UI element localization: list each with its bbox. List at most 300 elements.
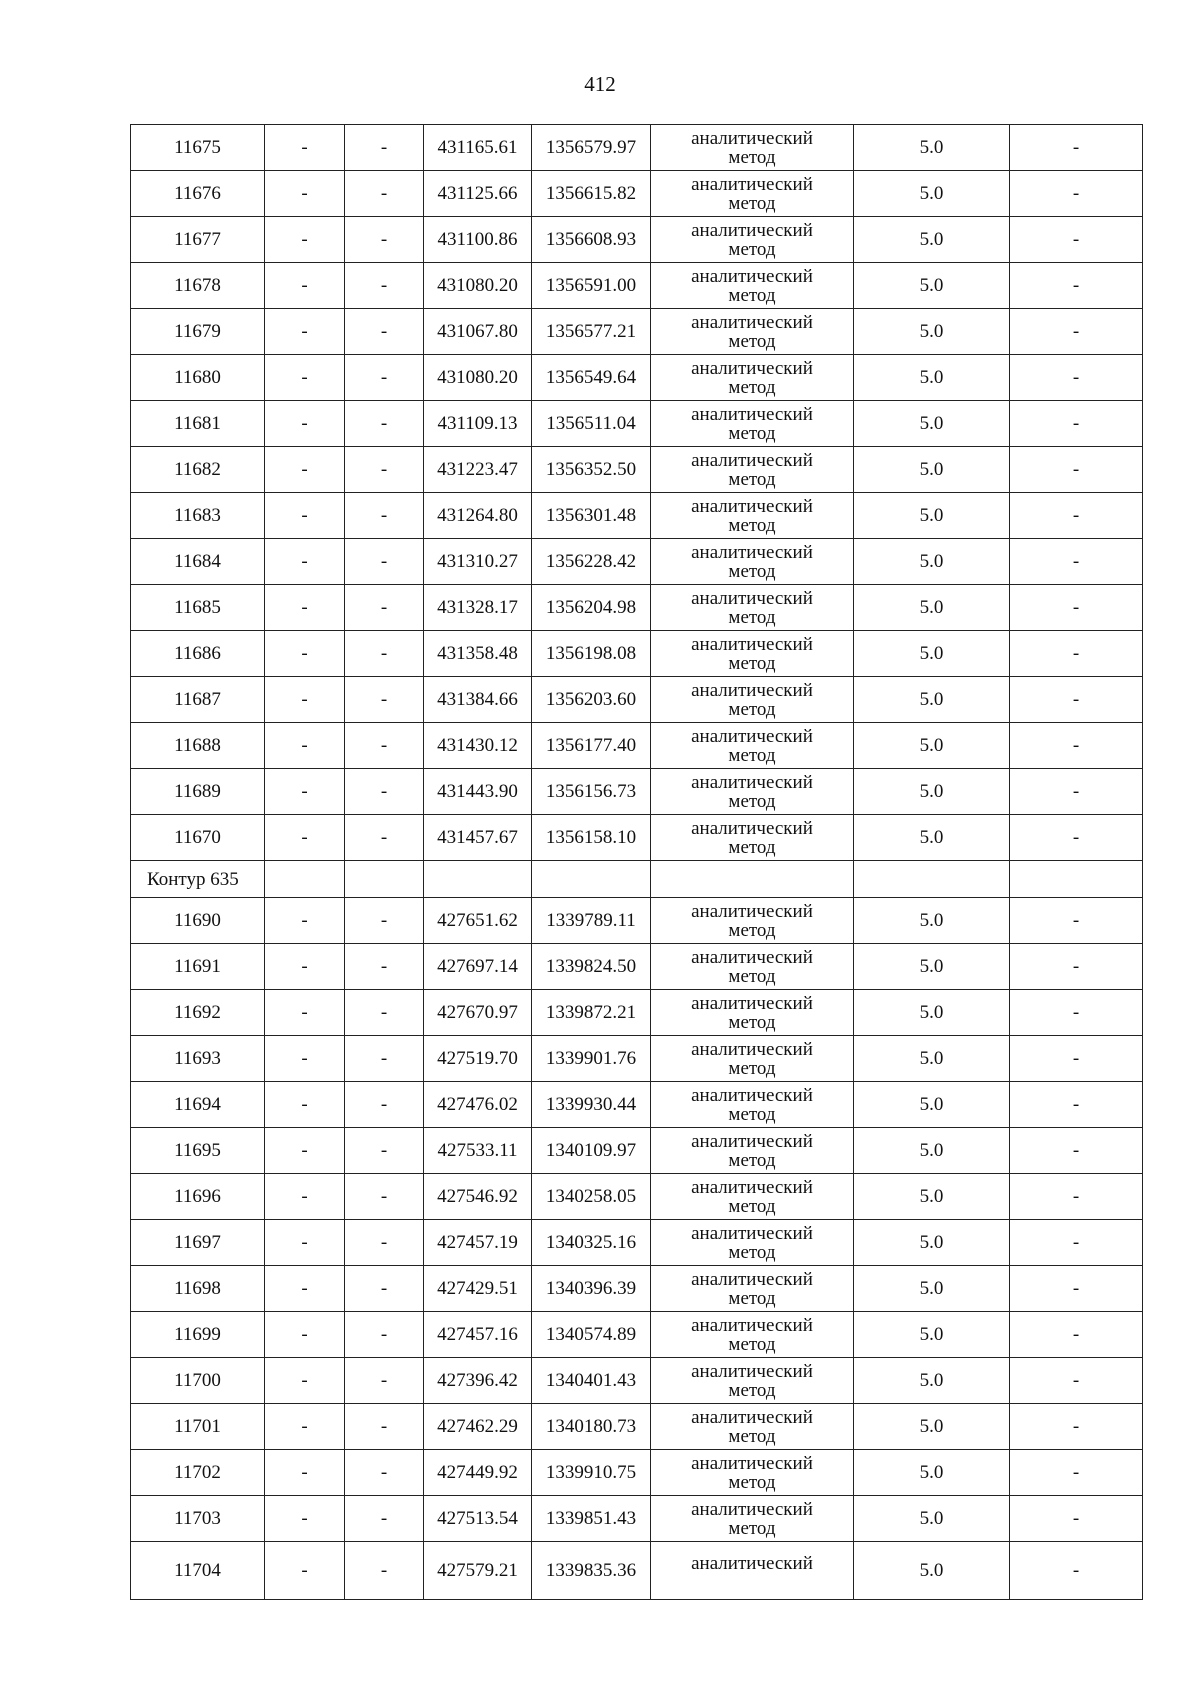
old-y-cell: - [345, 815, 424, 861]
empty-cell [345, 861, 424, 898]
table-row [131, 493, 1143, 539]
old-x-cell: - [265, 631, 345, 677]
method-line-2: метод [728, 1471, 776, 1493]
method-line-1: аналитический [691, 817, 813, 839]
method-line-2: метод [728, 1103, 776, 1125]
point-number-cell: 11698 [131, 1266, 265, 1312]
note-cell: - [1010, 1404, 1143, 1450]
table-row [131, 263, 1143, 309]
y-coordinate-cell: 1339872.21 [532, 990, 651, 1036]
method-line-1: аналитический [691, 1314, 813, 1336]
point-number-cell: 11703 [131, 1496, 265, 1542]
note-cell: - [1010, 447, 1143, 493]
y-coordinate-cell: 1340180.73 [532, 1404, 651, 1450]
old-x-cell: - [265, 723, 345, 769]
y-coordinate-cell: 1356352.50 [532, 447, 651, 493]
old-x-cell: - [265, 125, 345, 171]
method-line-2: метод [728, 1287, 776, 1309]
x-coordinate-cell: 427579.21 [424, 1542, 532, 1600]
x-coordinate-cell: 431358.48 [424, 631, 532, 677]
method-line-1: аналитический [691, 1268, 813, 1290]
y-coordinate-cell: 1340325.16 [532, 1220, 651, 1266]
x-coordinate-cell: 431384.66 [424, 677, 532, 723]
point-number-cell: 11702 [131, 1450, 265, 1496]
table-row [131, 723, 1143, 769]
section-row [131, 861, 1143, 898]
point-number-cell: 11681 [131, 401, 265, 447]
table-row [131, 1312, 1143, 1358]
method-line-2: метод [728, 376, 776, 398]
point-number-cell: 11695 [131, 1128, 265, 1174]
old-y-cell: - [345, 171, 424, 217]
method-cell [651, 1404, 854, 1450]
point-number-cell: 11699 [131, 1312, 265, 1358]
method-cell [651, 1082, 854, 1128]
note-cell: - [1010, 1496, 1143, 1542]
accuracy-cell: 5.0 [854, 677, 1010, 723]
point-number-cell: 11685 [131, 585, 265, 631]
method-cell [651, 539, 854, 585]
old-y-cell: - [345, 493, 424, 539]
method-cell [651, 355, 854, 401]
old-y-cell: - [345, 631, 424, 677]
x-coordinate-cell: 431457.67 [424, 815, 532, 861]
old-x-cell: - [265, 1266, 345, 1312]
method-cell [651, 1036, 854, 1082]
old-x-cell: - [265, 898, 345, 944]
note-cell: - [1010, 677, 1143, 723]
x-coordinate-cell: 427429.51 [424, 1266, 532, 1312]
y-coordinate-cell: 1356577.21 [532, 309, 651, 355]
empty-cell [532, 861, 651, 898]
old-y-cell: - [345, 769, 424, 815]
y-coordinate-cell: 1340574.89 [532, 1312, 651, 1358]
accuracy-cell: 5.0 [854, 815, 1010, 861]
method-line-2: метод [728, 606, 776, 628]
note-cell: - [1010, 585, 1143, 631]
y-coordinate-cell: 1339901.76 [532, 1036, 651, 1082]
x-coordinate-cell: 427396.42 [424, 1358, 532, 1404]
note-cell: - [1010, 539, 1143, 585]
table-row [131, 309, 1143, 355]
method-cell [651, 585, 854, 631]
accuracy-cell: 5.0 [854, 1082, 1010, 1128]
old-y-cell: - [345, 1312, 424, 1358]
accuracy-cell: 5.0 [854, 355, 1010, 401]
table-row [131, 585, 1143, 631]
table-row [131, 1082, 1143, 1128]
old-x-cell: - [265, 1036, 345, 1082]
accuracy-cell: 5.0 [854, 217, 1010, 263]
old-y-cell: - [345, 585, 424, 631]
note-cell: - [1010, 263, 1143, 309]
method-line-1: аналитический [691, 127, 813, 149]
old-x-cell: - [265, 585, 345, 631]
page-number: 412 [584, 72, 616, 96]
accuracy-cell: 5.0 [854, 1266, 1010, 1312]
note-cell: - [1010, 355, 1143, 401]
x-coordinate-cell: 431165.61 [424, 125, 532, 171]
x-coordinate-cell: 427651.62 [424, 898, 532, 944]
method-cell [651, 447, 854, 493]
old-x-cell: - [265, 1496, 345, 1542]
note-cell: - [1010, 1542, 1143, 1600]
point-number-cell: 11690 [131, 898, 265, 944]
old-y-cell: - [345, 1450, 424, 1496]
old-x-cell: - [265, 1542, 345, 1600]
y-coordinate-cell: 1356511.04 [532, 401, 651, 447]
method-line-2: метод [728, 790, 776, 812]
method-cell [651, 723, 854, 769]
method-cell [651, 1542, 854, 1600]
old-y-cell: - [345, 1496, 424, 1542]
x-coordinate-cell: 427670.97 [424, 990, 532, 1036]
note-cell: - [1010, 217, 1143, 263]
method-cell [651, 769, 854, 815]
section-label: Контур 635 [131, 861, 265, 898]
y-coordinate-cell: 1356158.10 [532, 815, 651, 861]
method-line-1: аналитический [691, 1084, 813, 1106]
x-coordinate-cell: 427462.29 [424, 1404, 532, 1450]
note-cell: - [1010, 898, 1143, 944]
accuracy-cell: 5.0 [854, 447, 1010, 493]
x-coordinate-cell: 431080.20 [424, 355, 532, 401]
table-row [131, 1128, 1143, 1174]
point-number-cell: 11694 [131, 1082, 265, 1128]
table-row [131, 171, 1143, 217]
note-cell: - [1010, 815, 1143, 861]
accuracy-cell: 5.0 [854, 171, 1010, 217]
x-coordinate-cell: 431067.80 [424, 309, 532, 355]
y-coordinate-cell: 1340258.05 [532, 1174, 651, 1220]
point-number-cell: 11677 [131, 217, 265, 263]
note-cell: - [1010, 1174, 1143, 1220]
method-line-1: аналитический [691, 587, 813, 609]
method-line-2: метод [728, 146, 776, 168]
old-y-cell: - [345, 1266, 424, 1312]
coordinates-table [130, 124, 1143, 1600]
method-cell [651, 815, 854, 861]
old-x-cell: - [265, 217, 345, 263]
old-x-cell: - [265, 990, 345, 1036]
method-line-2: метод [728, 1011, 776, 1033]
method-line-2: метод [728, 1379, 776, 1401]
method-line-2: метод [728, 919, 776, 941]
accuracy-cell: 5.0 [854, 631, 1010, 677]
table-row [131, 1220, 1143, 1266]
old-x-cell: - [265, 677, 345, 723]
method-line-1: аналитический [691, 633, 813, 655]
method-cell [651, 1312, 854, 1358]
table-row [131, 1266, 1143, 1312]
y-coordinate-cell: 1339910.75 [532, 1450, 651, 1496]
old-x-cell: - [265, 1450, 345, 1496]
old-x-cell: - [265, 401, 345, 447]
table-row [131, 355, 1143, 401]
y-coordinate-cell: 1340401.43 [532, 1358, 651, 1404]
x-coordinate-cell: 431080.20 [424, 263, 532, 309]
x-coordinate-cell: 427513.54 [424, 1496, 532, 1542]
x-coordinate-cell: 431310.27 [424, 539, 532, 585]
old-x-cell: - [265, 769, 345, 815]
accuracy-cell: 5.0 [854, 309, 1010, 355]
table-row [131, 1542, 1143, 1600]
x-coordinate-cell: 431430.12 [424, 723, 532, 769]
y-coordinate-cell: 1356591.00 [532, 263, 651, 309]
table-row [131, 898, 1143, 944]
method-cell [651, 1450, 854, 1496]
empty-cell [424, 861, 532, 898]
method-line-1: аналитический [691, 1038, 813, 1060]
method-line-2: метод [728, 1149, 776, 1171]
method-line-2: метод [728, 1195, 776, 1217]
method-cell [651, 1128, 854, 1174]
table-row [131, 1450, 1143, 1496]
point-number-cell: 11696 [131, 1174, 265, 1220]
note-cell: - [1010, 493, 1143, 539]
old-x-cell: - [265, 1082, 345, 1128]
accuracy-cell: 5.0 [854, 1220, 1010, 1266]
point-number-cell: 11683 [131, 493, 265, 539]
table-row [131, 631, 1143, 677]
table-row [131, 539, 1143, 585]
old-x-cell: - [265, 1404, 345, 1450]
method-line-2: метод [728, 836, 776, 858]
x-coordinate-cell: 427546.92 [424, 1174, 532, 1220]
point-number-cell: 11704 [131, 1542, 265, 1600]
method-cell [651, 1174, 854, 1220]
old-x-cell: - [265, 1220, 345, 1266]
old-x-cell: - [265, 944, 345, 990]
old-y-cell: - [345, 898, 424, 944]
y-coordinate-cell: 1356615.82 [532, 171, 651, 217]
y-coordinate-cell: 1356579.97 [532, 125, 651, 171]
old-y-cell: - [345, 677, 424, 723]
table-row [131, 990, 1143, 1036]
empty-cell [854, 861, 1010, 898]
method-line-2: метод [728, 560, 776, 582]
method-cell [651, 493, 854, 539]
method-line-2: метод [728, 330, 776, 352]
method-cell [651, 1496, 854, 1542]
method-line-1: аналитический [691, 771, 813, 793]
note-cell: - [1010, 1450, 1143, 1496]
x-coordinate-cell: 431443.90 [424, 769, 532, 815]
y-coordinate-cell: 1356177.40 [532, 723, 651, 769]
method-line-1: аналитический [691, 1360, 813, 1382]
x-coordinate-cell: 427457.19 [424, 1220, 532, 1266]
old-x-cell: - [265, 263, 345, 309]
note-cell: - [1010, 1266, 1143, 1312]
table-row [131, 217, 1143, 263]
note-cell: - [1010, 944, 1143, 990]
method-line-1: аналитический [691, 679, 813, 701]
method-line-2: метод [728, 698, 776, 720]
table-row [131, 769, 1143, 815]
old-y-cell: - [345, 944, 424, 990]
y-coordinate-cell: 1340396.39 [532, 1266, 651, 1312]
note-cell: - [1010, 401, 1143, 447]
accuracy-cell: 5.0 [854, 1128, 1010, 1174]
accuracy-cell: 5.0 [854, 1542, 1010, 1600]
note-cell: - [1010, 1128, 1143, 1174]
point-number-cell: 11701 [131, 1404, 265, 1450]
point-number-cell: 11679 [131, 309, 265, 355]
x-coordinate-cell: 431328.17 [424, 585, 532, 631]
method-line-1: аналитический [691, 1176, 813, 1198]
old-x-cell: - [265, 1174, 345, 1220]
x-coordinate-cell: 427519.70 [424, 1036, 532, 1082]
note-cell: - [1010, 1082, 1143, 1128]
method-line-1: аналитический [691, 173, 813, 195]
table-row [131, 125, 1143, 171]
old-x-cell: - [265, 1312, 345, 1358]
method-line-2: метод [728, 514, 776, 536]
old-y-cell: - [345, 217, 424, 263]
table-row [131, 815, 1143, 861]
note-cell: - [1010, 769, 1143, 815]
method-cell [651, 1266, 854, 1312]
y-coordinate-cell: 1356198.08 [532, 631, 651, 677]
y-coordinate-cell: 1356204.98 [532, 585, 651, 631]
method-line-1: аналитический [691, 1498, 813, 1520]
old-y-cell: - [345, 263, 424, 309]
method-cell [651, 990, 854, 1036]
x-coordinate-cell: 427476.02 [424, 1082, 532, 1128]
y-coordinate-cell: 1339835.36 [532, 1542, 651, 1600]
method-line-1: аналитический [691, 1553, 813, 1574]
accuracy-cell: 5.0 [854, 1312, 1010, 1358]
method-line-1: аналитический [691, 946, 813, 968]
note-cell: - [1010, 1312, 1143, 1358]
method-cell [651, 944, 854, 990]
point-number-cell: 11697 [131, 1220, 265, 1266]
method-line-2: метод [728, 652, 776, 674]
y-coordinate-cell: 1339851.43 [532, 1496, 651, 1542]
old-x-cell: - [265, 355, 345, 401]
table-row [131, 401, 1143, 447]
point-number-cell: 11693 [131, 1036, 265, 1082]
x-coordinate-cell: 431223.47 [424, 447, 532, 493]
y-coordinate-cell: 1356549.64 [532, 355, 651, 401]
point-number-cell: 11678 [131, 263, 265, 309]
y-coordinate-cell: 1339930.44 [532, 1082, 651, 1128]
empty-cell [265, 861, 345, 898]
point-number-cell: 11675 [131, 125, 265, 171]
old-y-cell: - [345, 1220, 424, 1266]
note-cell: - [1010, 309, 1143, 355]
point-number-cell: 11691 [131, 944, 265, 990]
empty-cell [1010, 861, 1143, 898]
table-row [131, 1496, 1143, 1542]
method-cell [651, 1358, 854, 1404]
method-line-2: метод [728, 744, 776, 766]
accuracy-cell: 5.0 [854, 1174, 1010, 1220]
method-cell [651, 309, 854, 355]
accuracy-cell: 5.0 [854, 898, 1010, 944]
old-y-cell: - [345, 1128, 424, 1174]
accuracy-cell: 5.0 [854, 125, 1010, 171]
note-cell: - [1010, 1220, 1143, 1266]
old-y-cell: - [345, 1404, 424, 1450]
point-number-cell: 11670 [131, 815, 265, 861]
table-row [131, 677, 1143, 723]
accuracy-cell: 5.0 [854, 1496, 1010, 1542]
old-x-cell: - [265, 1128, 345, 1174]
x-coordinate-cell: 427697.14 [424, 944, 532, 990]
old-x-cell: - [265, 309, 345, 355]
note-cell: - [1010, 631, 1143, 677]
y-coordinate-cell: 1339789.11 [532, 898, 651, 944]
old-x-cell: - [265, 539, 345, 585]
method-line-1: аналитический [691, 495, 813, 517]
method-line-1: аналитический [691, 265, 813, 287]
y-coordinate-cell: 1356301.48 [532, 493, 651, 539]
x-coordinate-cell: 427533.11 [424, 1128, 532, 1174]
method-cell [651, 125, 854, 171]
old-y-cell: - [345, 309, 424, 355]
accuracy-cell: 5.0 [854, 769, 1010, 815]
accuracy-cell: 5.0 [854, 263, 1010, 309]
method-line-1: аналитический [691, 311, 813, 333]
point-number-cell: 11686 [131, 631, 265, 677]
x-coordinate-cell: 427457.16 [424, 1312, 532, 1358]
note-cell: - [1010, 171, 1143, 217]
old-x-cell: - [265, 171, 345, 217]
old-y-cell: - [345, 447, 424, 493]
point-number-cell: 11684 [131, 539, 265, 585]
accuracy-cell: 5.0 [854, 1404, 1010, 1450]
method-line-1: аналитический [691, 357, 813, 379]
point-number-cell: 11676 [131, 171, 265, 217]
method-cell [651, 677, 854, 723]
method-cell [651, 263, 854, 309]
accuracy-cell: 5.0 [854, 539, 1010, 585]
y-coordinate-cell: 1356203.60 [532, 677, 651, 723]
point-number-cell: 11680 [131, 355, 265, 401]
method-line-2: метод [728, 238, 776, 260]
note-cell: - [1010, 1036, 1143, 1082]
method-line-1: аналитический [691, 541, 813, 563]
old-x-cell: - [265, 447, 345, 493]
method-cell [651, 1220, 854, 1266]
method-line-2: метод [728, 965, 776, 987]
old-y-cell: - [345, 1082, 424, 1128]
old-y-cell: - [345, 723, 424, 769]
point-number-cell: 11689 [131, 769, 265, 815]
y-coordinate-cell: 1339824.50 [532, 944, 651, 990]
method-line-1: аналитический [691, 449, 813, 471]
method-line-1: аналитический [691, 403, 813, 425]
point-number-cell: 11700 [131, 1358, 265, 1404]
accuracy-cell: 5.0 [854, 1036, 1010, 1082]
method-cell [651, 401, 854, 447]
x-coordinate-cell: 431264.80 [424, 493, 532, 539]
method-line-2: метод [728, 1241, 776, 1263]
method-line-1: аналитический [691, 725, 813, 747]
table-row [131, 944, 1143, 990]
old-y-cell: - [345, 1358, 424, 1404]
method-line-2: метод [728, 468, 776, 490]
table-row [131, 447, 1143, 493]
method-cell [651, 631, 854, 677]
method-cell [651, 217, 854, 263]
old-y-cell: - [345, 1542, 424, 1600]
accuracy-cell: 5.0 [854, 585, 1010, 631]
y-coordinate-cell: 1340109.97 [532, 1128, 651, 1174]
method-cell [651, 898, 854, 944]
y-coordinate-cell: 1356156.73 [532, 769, 651, 815]
